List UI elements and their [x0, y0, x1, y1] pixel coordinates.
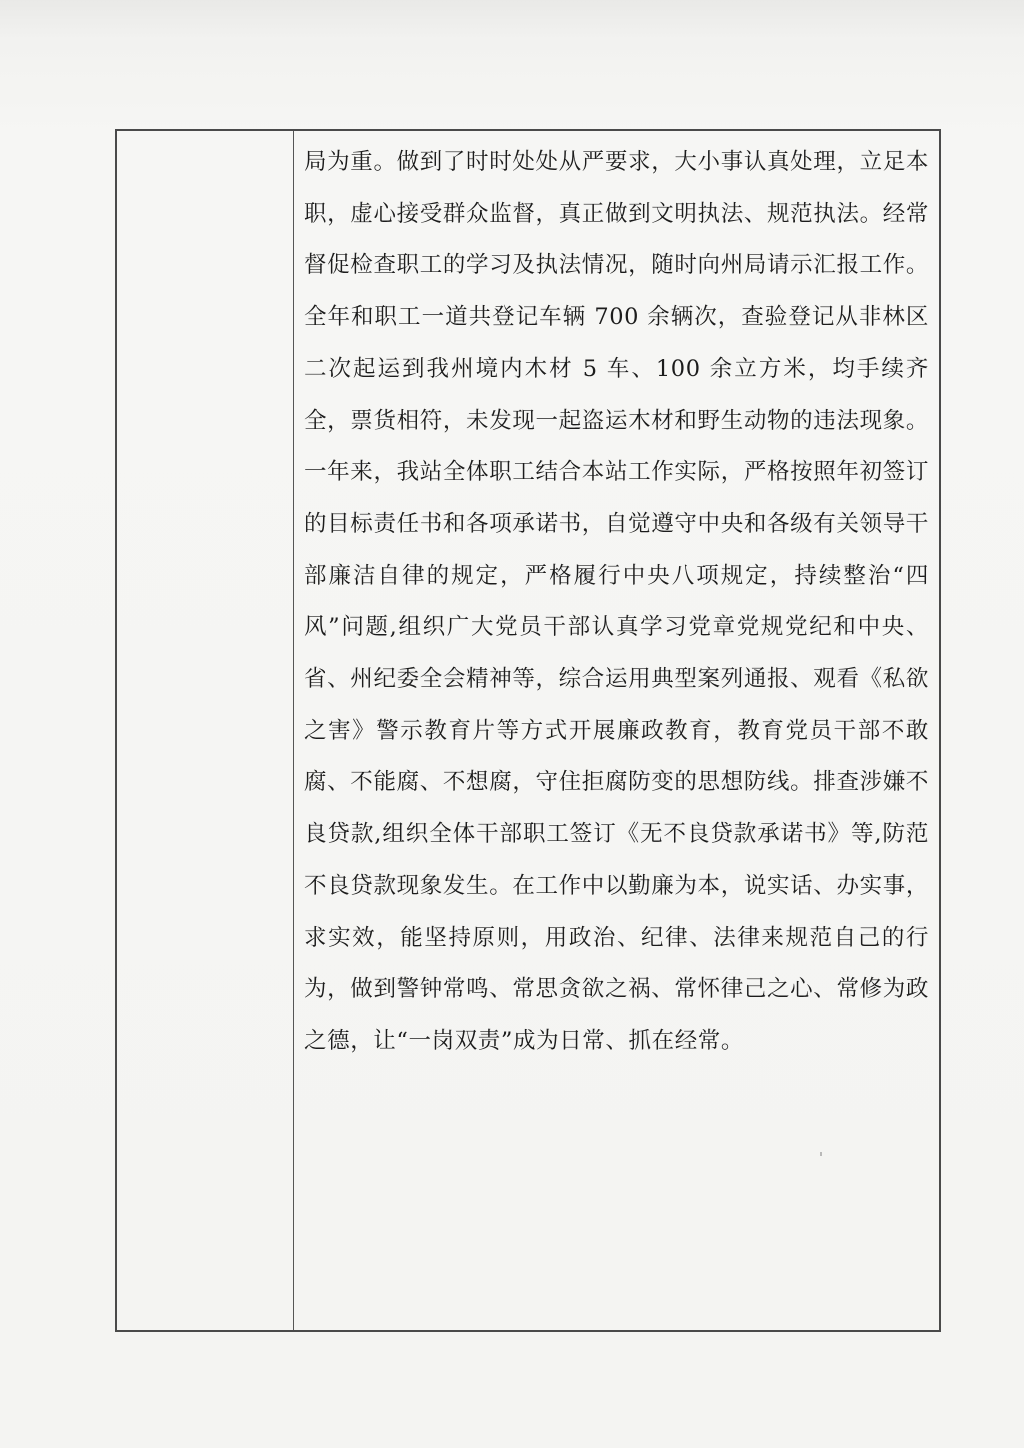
- form-table: [115, 129, 941, 1332]
- body-text: 局为重。做到了时时处处从严要求，大小事认真处理，立足本职，虚心接受群众监督，真正做到文明执法、规范执法。经常督促检查职工的学习及执法情况，随时向州局请示汇报工作。全年和职工一道共登记车辆 700 余辆次，查验登记从非林区二次起运到我州境内木材 5 车、100 余立方米，均手续齐全，票货相符，未发现一起盗运木材和野生动物的违法现象。 一年来，我站全体职工结合本站工作实际，严格按照年初签订的目标责任书和各项承诺书，自觉遵守中央和各级有关领导干部廉洁自律的规定，严格履行中央八项规定，持续整治“四风”问题,组织广大党员干部认真学习党章党规党纪和中央、省、州纪委全会精神等，综合运用典型案列通报、观看《私欲之害》警示教育片等方式开展廉政教育，教育党员干部不敢腐、不能腐、不想腐，守住拒腐防变的思想防线。排查涉嫌不良贷款,组织全体干部职工签订《无不良贷款承诺书》等,防范不良贷款现象发生。在工作中以勤廉为本，说实话、办实事，求实效，能坚持原则，用政治、纪律、法律来规范自己的行为，做到警钟常鸣、常思贪欲之祸、常怀律己之心、常修为政之德，让“一岗双责”成为日常、抓在经常。: [304, 149, 929, 1054]
- label-cell: [117, 131, 294, 1330]
- content-cell: [294, 131, 939, 1330]
- scan-speck: [820, 1152, 822, 1156]
